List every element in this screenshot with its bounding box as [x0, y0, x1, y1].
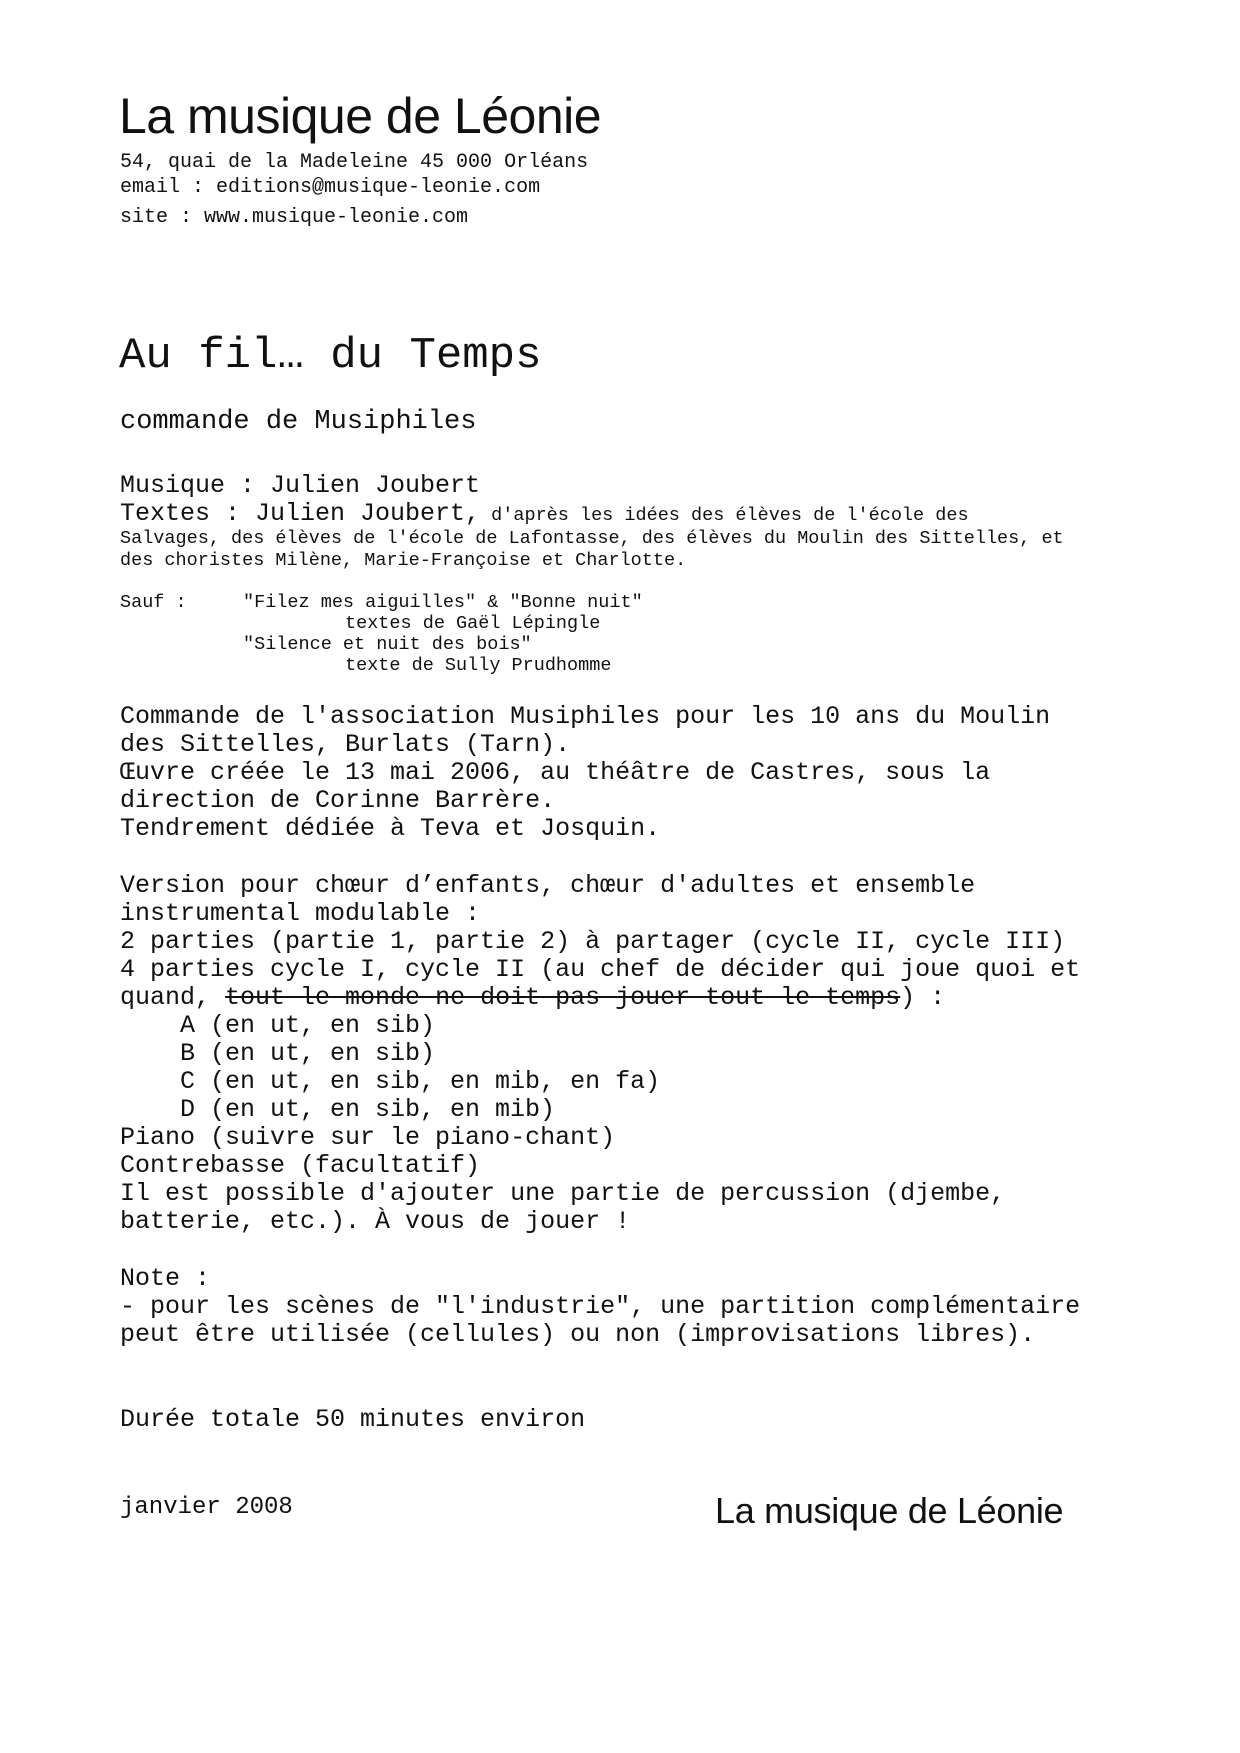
version-line-suffix: ) : [900, 983, 946, 1012]
commission-line: Œuvre créée le 13 mai 2006, au théâtre de Castres, sous la [120, 758, 991, 787]
percussion-line: batterie, etc.). À vous de jouer ! [120, 1207, 631, 1236]
texts-credit-detail: d'après les idées des élèves de l'école des [480, 505, 969, 526]
publisher-name: La musique de Léonie [119, 88, 602, 144]
note-line: - pour les scènes de "l'industrie", une partition complémentaire [120, 1292, 1081, 1321]
except-2-title: "Silence et nuit des bois" [243, 634, 532, 655]
version-line-prefix: quand, [120, 983, 226, 1012]
piano-line: Piano (suivre sur le piano-chant) [120, 1123, 616, 1152]
texts-credit [120, 500, 969, 530]
footer-brand: La musique de Léonie [715, 1490, 1064, 1531]
commission-line: Commande de l'association Musiphiles pour les 10 ans du Moulin [120, 702, 1051, 731]
commission-line: des Sittelles, Burlats (Tarn). [120, 730, 571, 759]
version-line: Version pour chœur d’enfants, chœur d'adultes et ensemble [120, 871, 976, 900]
version-line: 2 parties (partie 1, partie 2) à partager (cycle II, cycle III) [120, 927, 1066, 956]
part-c: C (en ut, en sib, en mib, en fa) [180, 1067, 661, 1096]
except-label: Sauf : [120, 592, 187, 613]
percussion-line: Il est possible d'ajouter une partie de percussion (djembe, [120, 1179, 1006, 1208]
commission-line: Tendrement dédiée à Teva et Josquin. [120, 814, 661, 843]
except-1-author: textes de Gaël Lépingle [345, 613, 601, 634]
texts-credit-label: Textes : Julien Joubert, [120, 499, 481, 528]
music-credit: Musique : Julien Joubert [120, 471, 481, 500]
commission-line: direction de Corinne Barrère. [120, 786, 556, 815]
version-line: 4 parties cycle I, cycle II (au chef de décider qui joue quoi et [120, 955, 1081, 984]
publisher-address: 54, quai de la Madeleine 45 000 Orléans [120, 151, 589, 174]
work-title: Au fil… du Temps [119, 331, 542, 381]
except-2-author: texte de Sully Prudhomme [345, 655, 612, 676]
texts-credit-detail-line-2: Salvages, des élèves de l'école de Lafontasse, des élèves du Moulin des Sittelles, et [120, 528, 1064, 549]
part-d: D (en ut, en sib, en mib) [180, 1095, 556, 1124]
part-a: A (en ut, en sib) [180, 1011, 436, 1040]
texts-credit-detail-line-3: des choristes Milène, Marie-Françoise et Charlotte. [120, 550, 687, 571]
duration: Durée totale 50 minutes environ [120, 1405, 586, 1434]
struck-text: tout le monde ne doit pas jouer tout le temps [225, 983, 901, 1012]
version-line: instrumental modulable : [120, 899, 481, 928]
bass-line: Contrebasse (facultatif) [120, 1151, 481, 1180]
version-line [120, 984, 945, 1012]
part-b: B (en ut, en sib) [180, 1039, 436, 1068]
except-1-title: "Filez mes aiguilles" & "Bonne nuit" [243, 592, 643, 613]
footer-date: janvier 2008 [120, 1494, 293, 1521]
publisher-site: site : www.musique-leonie.com [120, 206, 469, 229]
work-subtitle: commande de Musiphiles [120, 407, 477, 437]
note-line: peut être utilisée (cellules) ou non (improvisations libres). [120, 1320, 1036, 1349]
publisher-email: email : editions@musique-leonie.com [120, 176, 541, 199]
note-label: Note : [120, 1264, 211, 1293]
